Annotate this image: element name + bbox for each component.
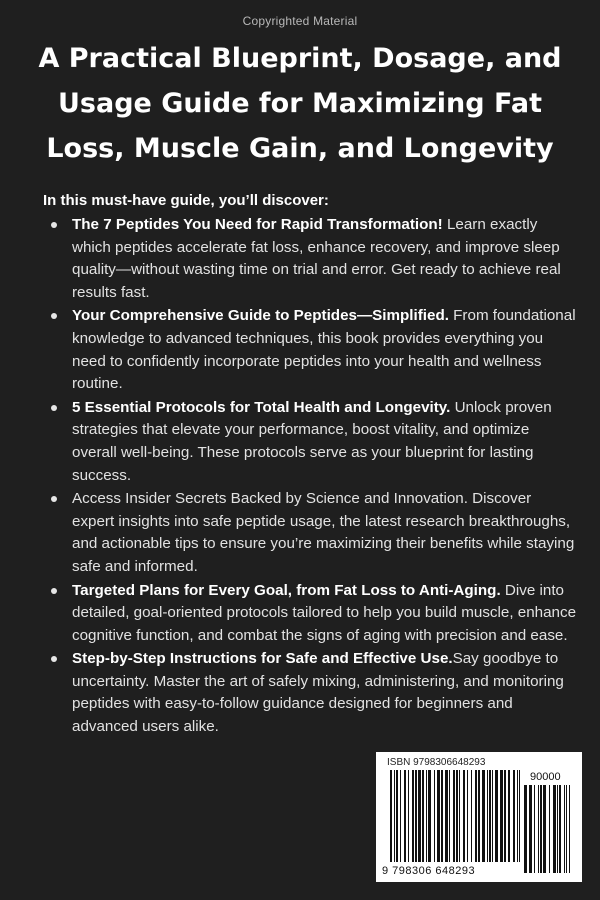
list-item-lead: Your Comprehensive Guide to Peptides—Simplified.	[72, 307, 449, 325]
bullet-icon	[51, 588, 57, 594]
list-item	[42, 214, 577, 304]
list-item-text: Say goodbye to uncertainty. Master the art of safely mixing, administering, and monitoring peptides with easy-to-follow guidance designed for beginners and advanced users alike.	[72, 650, 564, 736]
list-item-text: Access Insider Secrets Backed by Science and Innovation. Discover expert insights into safe peptide usage, the latest research breakthroughs, and actionable tips to ensure you’re maximizing their benefits while staying safe and informed.	[72, 490, 575, 575]
list-item	[42, 580, 577, 648]
list-item-lead: The 7 Peptides You Need for Rapid Transformation!	[72, 216, 443, 233]
list-item-text: Dive into detailed, goal-oriented protocols tailored to help you build muscle, enhance cognitive function, and combat the signs of aging with precision and ease.	[72, 581, 577, 644]
bullet-icon	[51, 405, 57, 411]
book-subtitle-heading: A Practical Blueprint, Dosage, and Usage Guide for Maximizing Fat Loss, Muscle Gain, and Longevity	[38, 43, 562, 164]
list-item	[42, 488, 577, 578]
bullet-icon	[51, 496, 57, 502]
bullet-icon	[51, 222, 57, 228]
list-item-text: Learn exactly which peptides accelerate fat loss, enhance recovery, and improve sleep quality—without wasting time on trial and error. Get ready to achieve real results fast.	[72, 216, 561, 301]
list-item-text: From foundational knowledge to advanced techniques, this book provides everything you need to confidently incorporate peptides into your health and wellness routine.	[72, 307, 576, 393]
list-item-text: Unlock proven strategies that elevate your performance, boost vitality, and optimize overall well-being. These protocols serve as your blueprint for lasting success.	[72, 398, 552, 484]
isbn-barcode	[376, 752, 582, 882]
list-item	[42, 305, 577, 395]
bullet-icon	[51, 313, 57, 319]
intro-line: In this must-have guide, you’ll discover:	[43, 192, 329, 209]
price-code: 90000	[530, 771, 561, 783]
list-item-lead: 5 Essential Protocols for Total Health and Longevity.	[72, 398, 451, 416]
addon-barcode-bars-icon	[524, 785, 570, 875]
list-item	[42, 648, 577, 738]
list-item-lead: Targeted Plans for Every Goal, from Fat Loss to Anti-Aging.	[72, 581, 501, 599]
isbn-label: ISBN 9798306648293	[387, 757, 486, 768]
list-item-lead: Step-by-Step Instructions for Safe and Effective Use.	[72, 650, 453, 668]
barcode-bars-icon	[390, 770, 520, 866]
isbn-digits: 9 798306 648293	[382, 865, 476, 877]
list-item	[42, 397, 577, 487]
bullet-icon	[51, 656, 57, 662]
copyright-watermark: Copyrighted Material	[242, 14, 358, 28]
feature-list	[42, 214, 577, 740]
